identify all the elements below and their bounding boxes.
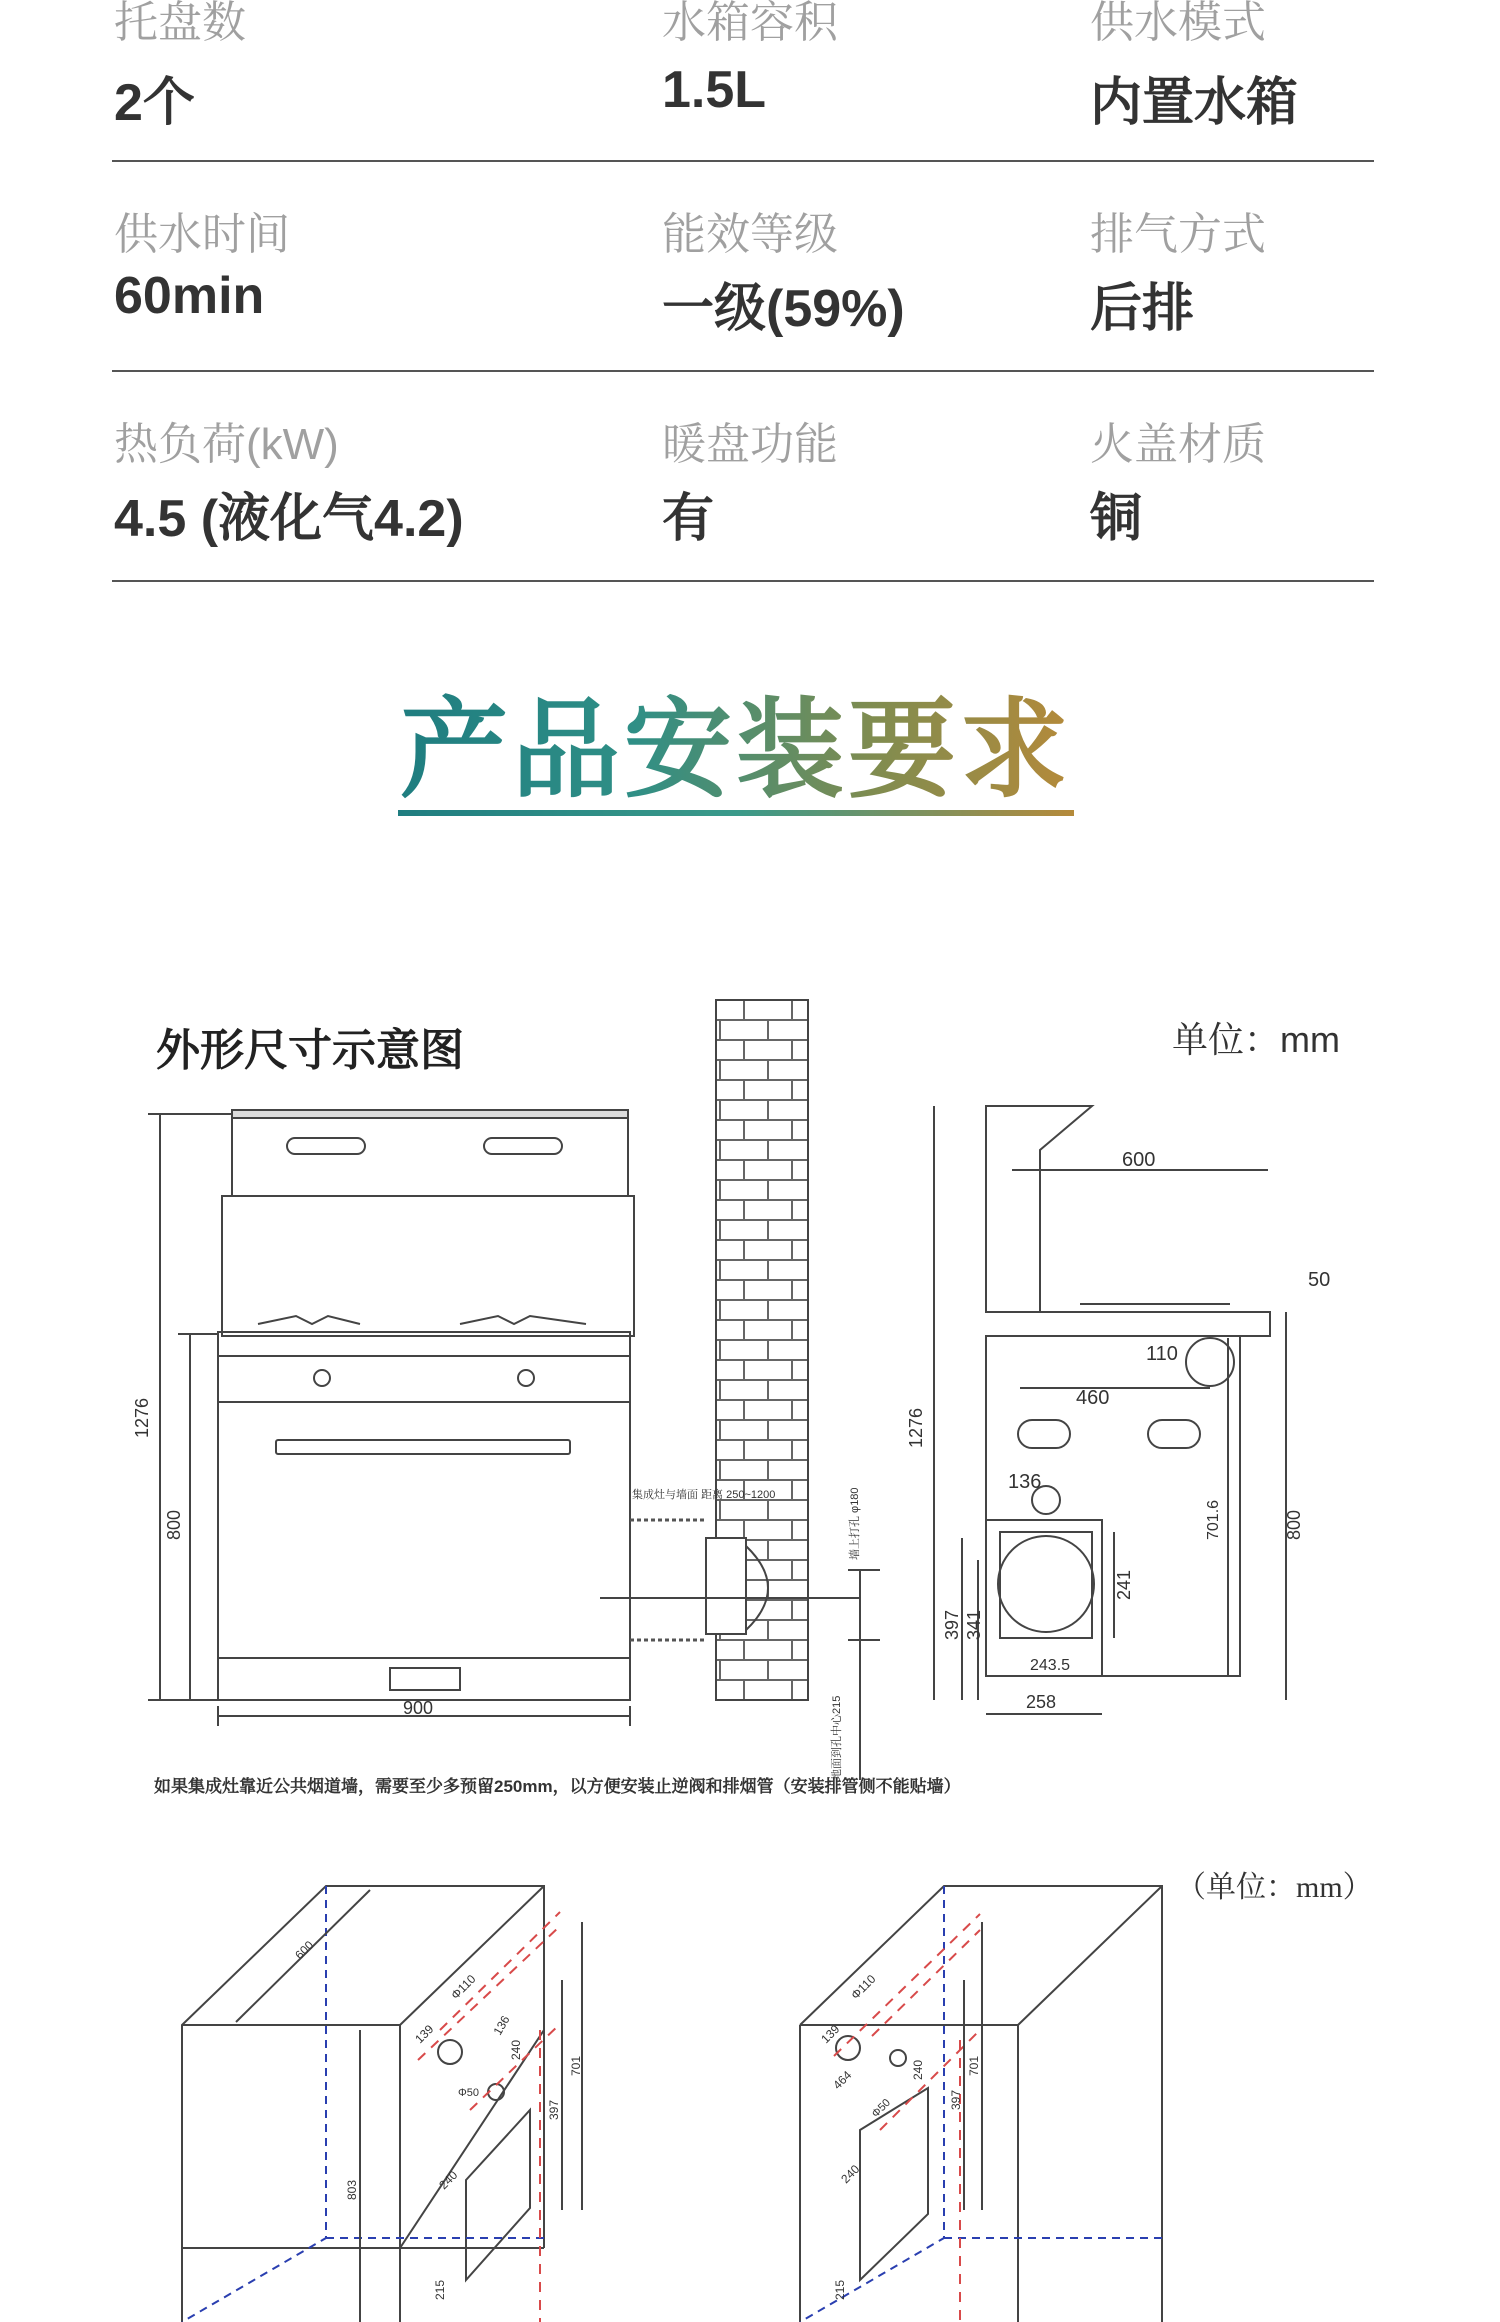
front-hood-panel xyxy=(232,1116,628,1196)
front-view xyxy=(148,1110,634,1726)
spec-label: 能效等级 xyxy=(662,210,838,259)
spec-value: 铜 xyxy=(1090,490,1143,548)
spec-value: 有 xyxy=(662,490,715,548)
left-port-50 xyxy=(488,2084,504,2100)
inst-right-240a: 240 xyxy=(911,2059,925,2080)
front-knob-right xyxy=(518,1370,534,1386)
inst-left-50: Φ50 xyxy=(458,2087,480,2099)
front-knob-left xyxy=(314,1370,330,1386)
install-left-box xyxy=(182,1886,544,2248)
install-guides xyxy=(182,1886,1162,2322)
inst-left-136: 136 xyxy=(490,2013,513,2038)
dim-258: 258 xyxy=(1026,1692,1057,1712)
dim-50: 50 xyxy=(1308,1269,1331,1291)
front-hood-top xyxy=(232,1110,628,1118)
left-port-110 xyxy=(438,2040,462,2064)
exhaust-hose xyxy=(630,1520,706,1640)
spec-value: 1.5L xyxy=(662,61,767,119)
inst-right-215: 215 xyxy=(833,2279,847,2300)
spec-value: 内置水箱 xyxy=(1090,74,1299,132)
front-vent-right xyxy=(484,1138,562,1154)
dim-341: 341 xyxy=(964,1609,984,1640)
inst-right-464: 464 xyxy=(830,2068,855,2093)
dim-side-1276: 1276 xyxy=(906,1407,926,1448)
dim-110: 110 xyxy=(1146,1343,1178,1365)
dim-243: 243.5 xyxy=(1030,1657,1071,1674)
install-dimension-labels xyxy=(292,1938,981,2300)
exhaust-and-wall xyxy=(600,1000,880,1780)
dim-241: 241 xyxy=(1114,1569,1134,1600)
front-back-panel xyxy=(222,1196,634,1336)
dim-460: 460 xyxy=(1076,1387,1110,1409)
side-cooktop xyxy=(1040,1312,1270,1336)
dim-1276: 1276 xyxy=(132,1397,152,1438)
dimension-note: 如果集成灶靠近公共烟道墙，需要至少多预留250mm，以方便安装止逆阀和排烟管（安装排管侧不能贴墙） xyxy=(154,1777,961,1796)
spec-label: 火盖材质 xyxy=(1090,420,1266,469)
spec-value: 4.5 (液化气4.2) xyxy=(114,490,464,548)
front-control-strip xyxy=(218,1356,630,1402)
side-dimension-labels xyxy=(906,1149,1330,1712)
wall-hole-label: 墙上打孔 φ180 xyxy=(849,1487,861,1560)
inst-left-110: Φ110 xyxy=(448,1971,479,2003)
inst-left-240a: 240 xyxy=(509,2039,523,2060)
spec-label: 供水时间 xyxy=(114,210,290,259)
front-base xyxy=(218,1658,630,1700)
dim-600: 600 xyxy=(1122,1149,1156,1171)
inst-right-139: 139 xyxy=(818,2022,843,2047)
front-handle xyxy=(276,1440,570,1454)
dim-701: 701.6 xyxy=(1205,1499,1222,1540)
inst-left-397: 397 xyxy=(547,2099,561,2120)
spec-value: 后排 xyxy=(1090,280,1195,338)
ground-hole-label: 地面到孔中心215 xyxy=(831,1695,843,1780)
inst-left-803: 803 xyxy=(345,2179,359,2200)
dim-900: 900 xyxy=(403,1698,434,1718)
spec-label: 暖盘功能 xyxy=(662,420,838,469)
dim-397: 397 xyxy=(942,1609,962,1640)
spec-label: 供水模式 xyxy=(1090,0,1266,47)
spec-value: 2个 xyxy=(114,74,195,132)
dimension-unit-label: 单位：mm xyxy=(1172,1019,1340,1060)
front-display xyxy=(390,1668,460,1690)
section-title: 产品安装要求 xyxy=(399,689,1072,810)
side-exhaust-port xyxy=(998,1536,1094,1632)
front-burner-left xyxy=(258,1316,360,1324)
dimension-diagram-title: 外形尺寸示意图 xyxy=(156,1026,464,1075)
spec-value: 60min xyxy=(114,267,265,325)
inst-right-110: Φ110 xyxy=(848,1971,879,2003)
front-burner-right xyxy=(460,1316,586,1324)
wall-sleeve xyxy=(706,1538,746,1634)
inst-right-240b: 240 xyxy=(838,2162,863,2187)
side-pipe-110 xyxy=(1186,1338,1234,1386)
inst-left-701: 701 xyxy=(569,2055,583,2076)
wall-gap-label: 集成灶与墙面 距离 250~1200 xyxy=(632,1489,776,1501)
spec-label: 托盘数 xyxy=(114,0,246,47)
dim-side-800: 800 xyxy=(1284,1509,1304,1540)
install-diagram xyxy=(182,1886,1162,2322)
spec-label: 水箱容积 xyxy=(662,0,838,47)
inst-right-701: 701 xyxy=(967,2055,981,2076)
side-vent-right xyxy=(1148,1420,1200,1448)
inst-left-240b: 240 xyxy=(436,2168,461,2193)
front-vent-left xyxy=(287,1138,365,1154)
inst-right-397: 397 xyxy=(949,2089,963,2110)
dim-136: 136 xyxy=(1008,1471,1042,1493)
side-view xyxy=(934,1106,1286,1714)
front-dimension-labels xyxy=(132,1398,433,1718)
left-opening xyxy=(466,2110,530,2280)
spec-value: 一级(59%) xyxy=(662,280,905,338)
right-port-50 xyxy=(890,2050,906,2066)
inst-600: 600 xyxy=(292,1938,317,1963)
spec-label: 排气方式 xyxy=(1090,210,1266,259)
dim-800: 800 xyxy=(164,1509,184,1540)
inst-left-215: 215 xyxy=(433,2279,447,2300)
side-hood xyxy=(986,1106,1092,1312)
right-port-110 xyxy=(836,2036,860,2060)
install-unit-label: （单位：mm） xyxy=(1176,1871,1373,1904)
side-vent-left xyxy=(1018,1420,1070,1448)
inst-left-139: 139 xyxy=(412,2022,437,2047)
spec-label: 热负荷(kW) xyxy=(114,420,339,469)
inst-right-50: Φ50 xyxy=(869,2096,893,2121)
side-box xyxy=(986,1520,1102,1676)
